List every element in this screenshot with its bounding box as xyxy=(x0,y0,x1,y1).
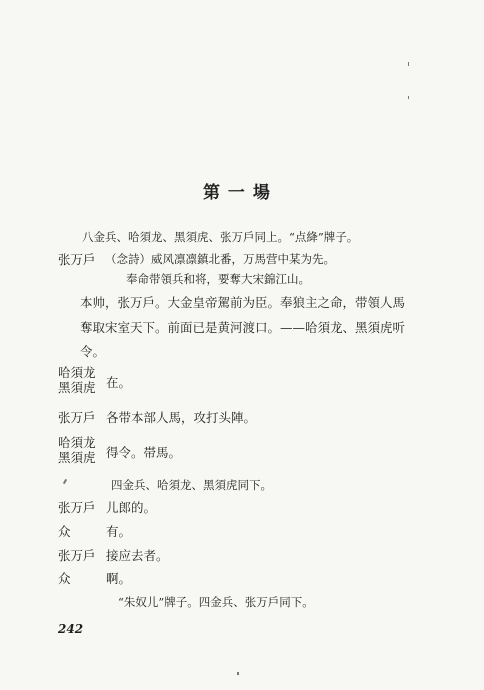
dialogue-line: 在。 xyxy=(106,375,132,390)
dialogue-line: 各带本部人馬，攻打头陣。 xyxy=(106,410,257,425)
dialogue-line: 接应去者。 xyxy=(106,548,169,563)
speaker-name: 哈須龙 xyxy=(58,435,96,450)
speaker-name: 张万戶 xyxy=(58,410,96,425)
speaker-name: 众 xyxy=(58,524,71,539)
dialogue-line: 儿郎的。 xyxy=(106,500,157,515)
stage-direction: 四金兵、哈須龙、黑須虎同下。 xyxy=(111,478,272,492)
speaker-name-stacked xyxy=(58,365,96,395)
speaker-name: 黑須虎 xyxy=(58,450,96,465)
stage-direction: 八金兵、哈須龙、黑須虎、张万戶同上。“点絳”牌子。 xyxy=(82,230,359,244)
page-number: 242 xyxy=(58,622,84,636)
ink-speck xyxy=(63,479,67,484)
speaker-name: 众 xyxy=(58,571,71,586)
scene-title: 第 一 場 xyxy=(203,183,271,203)
speaker-name: 张万戶 xyxy=(58,252,96,267)
dialogue-line: 得令。帯馬。 xyxy=(106,445,182,460)
speaker-name: 张万戶 xyxy=(58,500,96,515)
scan-speck xyxy=(237,672,239,675)
speaker-name: 哈須龙 xyxy=(58,365,96,380)
speaker-name-stacked xyxy=(58,435,96,465)
dialogue-line: 令。 xyxy=(80,344,106,359)
dialogue-line: 奪取宋室天下。前面已是黄河渡口。——哈須龙、黑須虎听 xyxy=(80,320,406,335)
dialogue-line: 奉命带領兵和将，要奪大宋錦江山。 xyxy=(126,272,310,286)
speaker-name: 张万戶 xyxy=(58,548,96,563)
speaker-name: 黑須虎 xyxy=(58,380,96,395)
dialogue-line: （念詩）威风凛凛鎮北番，万馬营中某为先。 xyxy=(105,252,335,266)
dialogue-line: 本帅，张万戶。大金皇帝駕前为臣。奉狼主之命，带領人馬 xyxy=(80,295,406,310)
stage-direction: “朱奴儿”牌子。四金兵、张万戶同下。 xyxy=(118,595,314,609)
scan-speck xyxy=(408,96,409,99)
dialogue-line: 啊。 xyxy=(106,571,132,586)
dialogue-line: 有。 xyxy=(106,524,132,539)
scan-speck xyxy=(408,62,409,66)
